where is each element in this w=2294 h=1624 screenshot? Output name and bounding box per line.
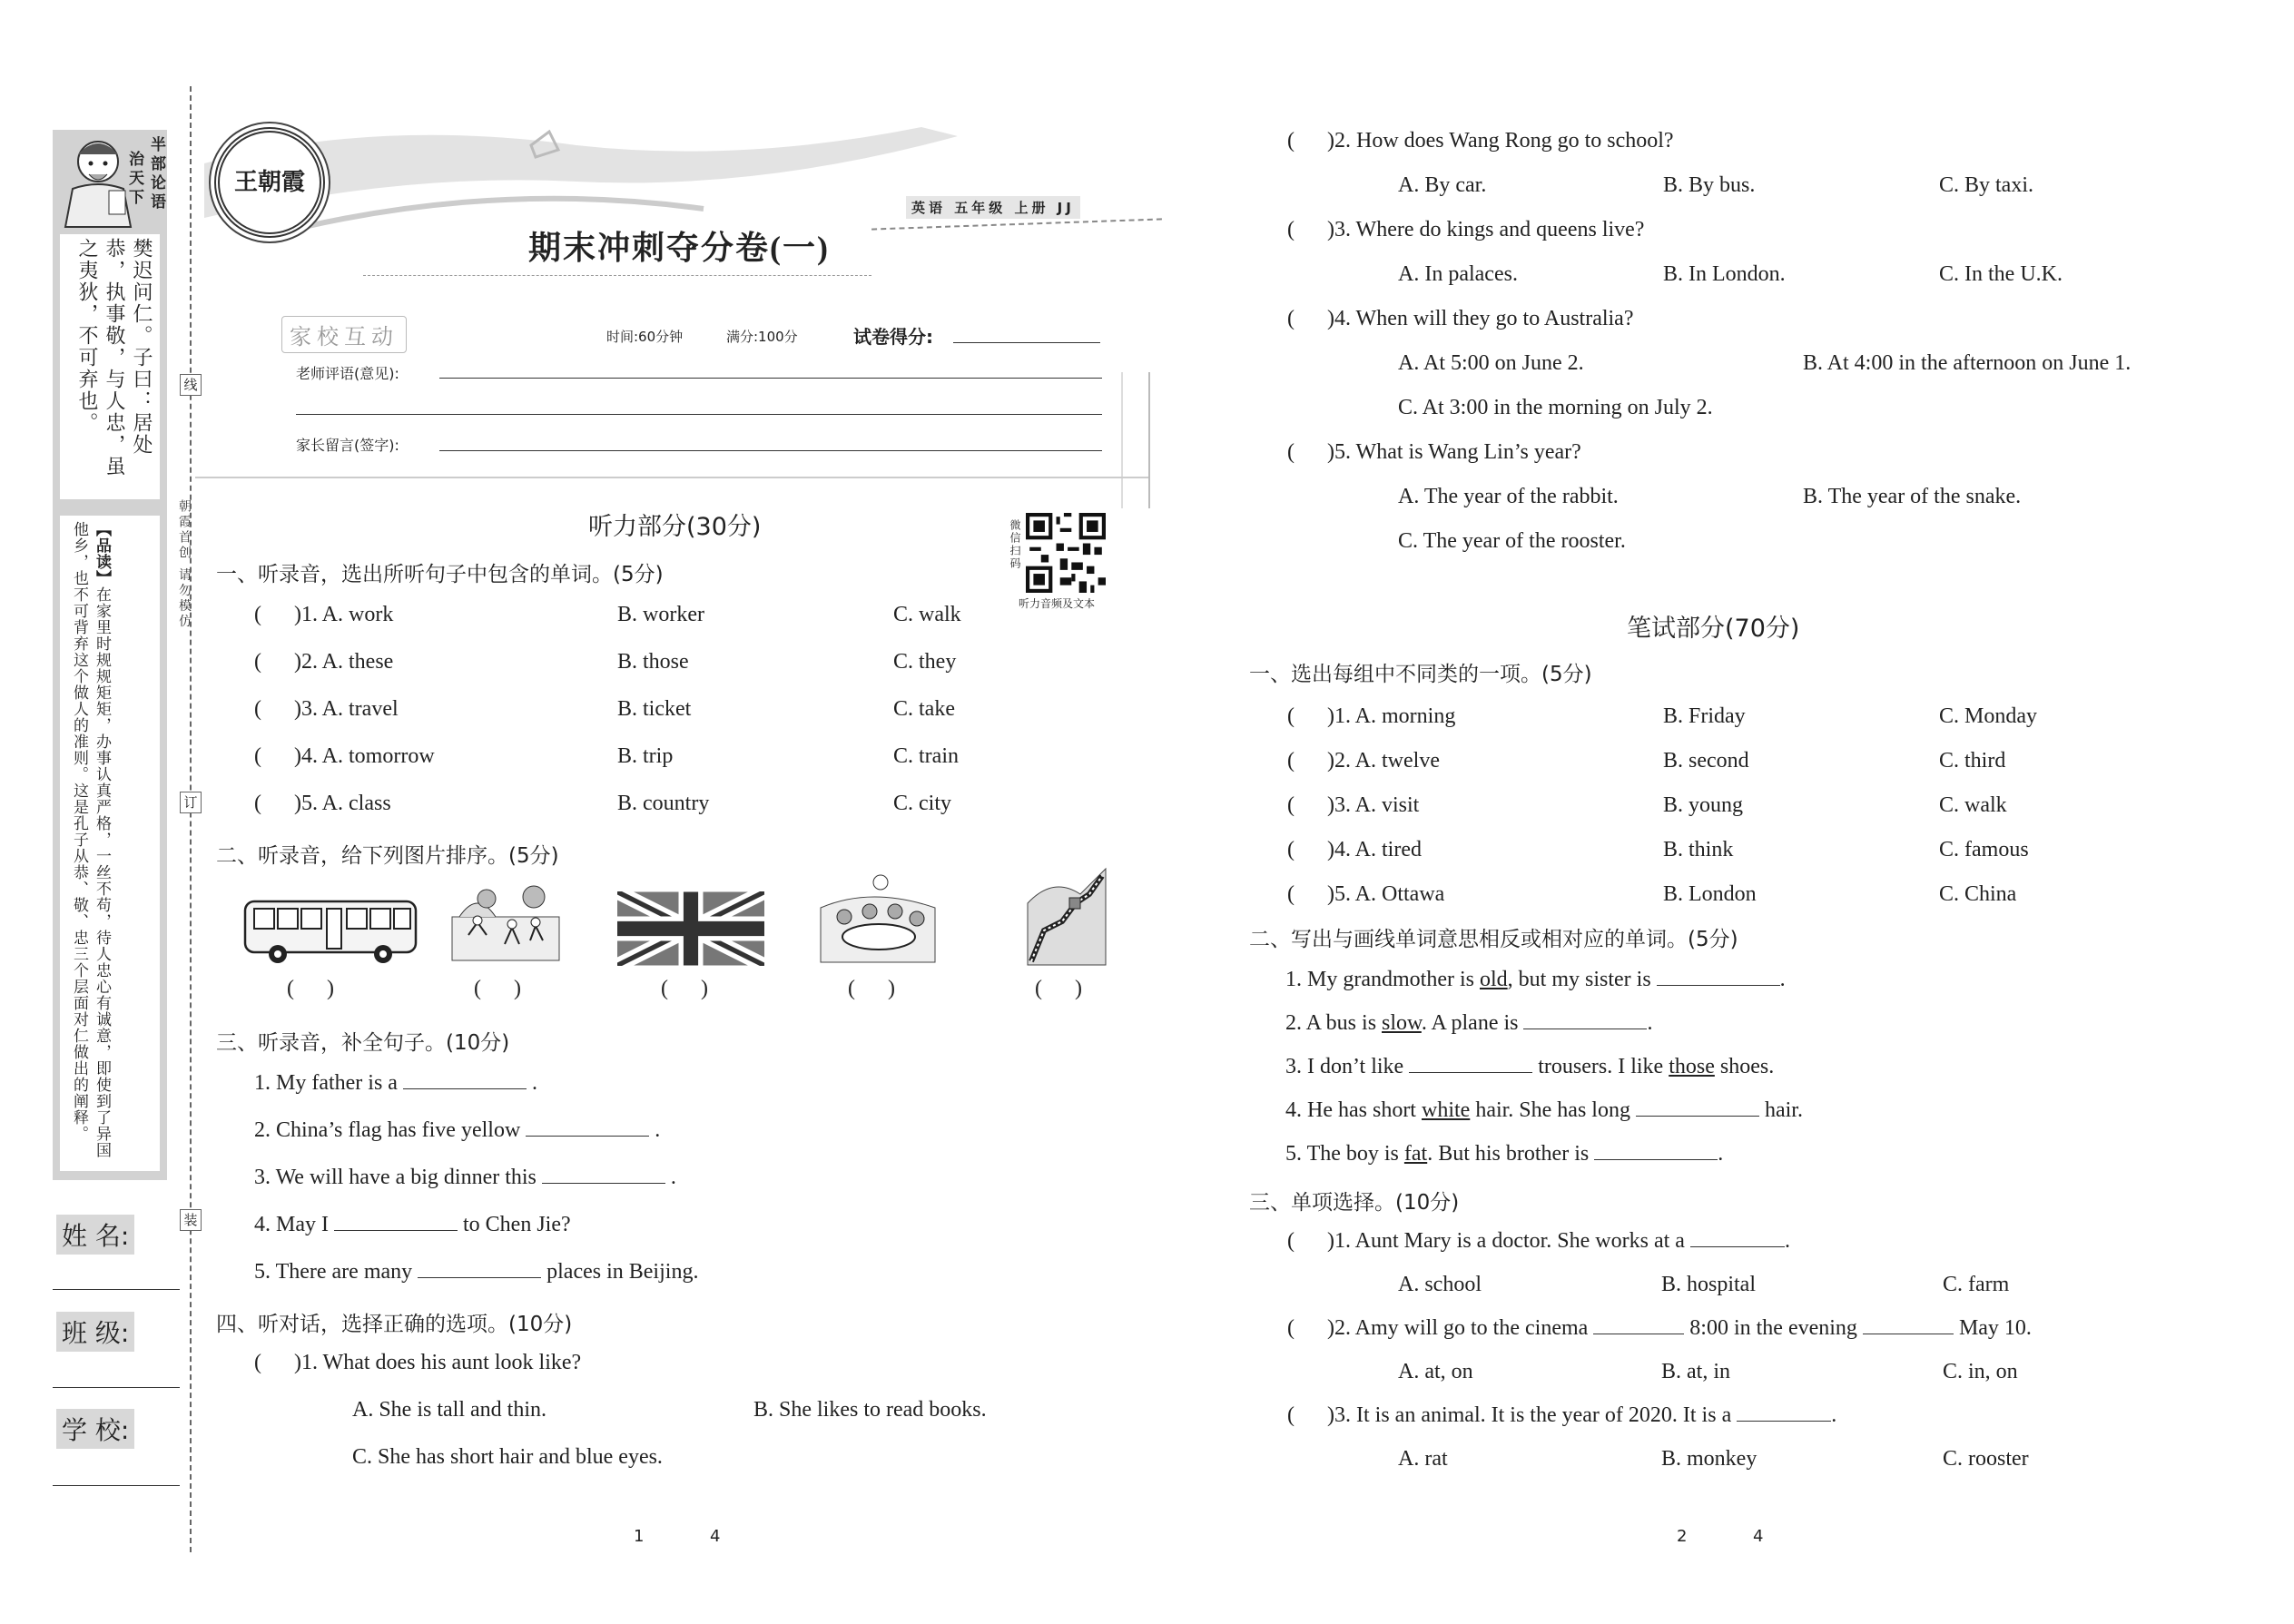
option-c: C. in, on (1943, 1360, 2018, 1383)
parent-msg-line[interactable] (439, 450, 1102, 451)
header-frame-bottom (195, 477, 1148, 478)
option-b: B. The year of the snake. (1803, 485, 2022, 508)
sentence-start: 2. China’s flag has five yellow (254, 1118, 521, 1142)
listening-title: 听力部分(30分) (588, 513, 762, 541)
page-number-right: 2 (1677, 1527, 1688, 1546)
question-text: 8:00 in the evening (1689, 1316, 1857, 1340)
underlined-word: those (1669, 1055, 1715, 1078)
teacher-comment-label: 老师评语(意见): (296, 365, 399, 382)
text: 5. The boy is (1285, 1142, 1404, 1166)
listening-s1-item (254, 650, 393, 674)
sentence-start: 4. May I (254, 1213, 329, 1236)
question-text: )2. A. twelve (1327, 749, 1440, 773)
header-frame-right (1121, 372, 1150, 508)
question-text: May 10. (1958, 1316, 2032, 1340)
writing-s1-title: 一、选出每组中不同类的一项。(5分) (1249, 663, 1592, 686)
listening-s4-q5 (1287, 440, 1581, 465)
uk-flag-picture (617, 891, 764, 966)
teacher-comment-line[interactable] (439, 378, 1102, 379)
question-text: )2. Amy will go to the cinema (1327, 1316, 1589, 1340)
option-c: C. famous (1939, 838, 2029, 861)
answer-blank[interactable] (1863, 1317, 1954, 1334)
sidebar-read-text (67, 521, 113, 1166)
answer-blank[interactable] (403, 1072, 527, 1089)
writing-s2-line-1: 1. My grandmother is old, but my sister is . (1285, 968, 1786, 991)
picture-paren-5[interactable]: ( ) (1035, 977, 1082, 1000)
text: hair. She has long (1470, 1098, 1630, 1122)
answer-paren[interactable]: ( (1287, 440, 1327, 464)
qr-caption: 听力音频及文本 (1019, 597, 1096, 610)
answer-paren[interactable]: ( (1287, 1229, 1327, 1253)
question-text: )1. A. work (294, 603, 394, 626)
option-c: C. walk (1939, 793, 2007, 817)
writing-s2-line-3 (1285, 1055, 1774, 1079)
option-b: B. In London. (1663, 262, 1786, 286)
writing-s3-q1: ( )1. Aunt Mary is a doctor. She works at a . (1287, 1229, 1790, 1253)
logo-badge (214, 127, 325, 238)
option-c: C. At 3:00 in the morning on July 2. (1398, 396, 1713, 419)
writing-title: 笔试部分(70分) (1627, 615, 1800, 643)
page-total-left: 4 (710, 1527, 721, 1546)
listening-s1-title: 一、听录音，选出所听句子中包含的单词。(5分) (216, 563, 664, 586)
page-number-left: 1 (634, 1527, 645, 1546)
sentence-end: places in Beijing. (546, 1260, 699, 1284)
option-a: A. By car. (1398, 173, 1487, 197)
teacher-comment-line-2[interactable] (296, 414, 1102, 415)
answer-paren[interactable]: ( (254, 1351, 294, 1374)
option-c: C. The year of the rooster. (1398, 529, 1626, 553)
text: 4. He has short (1285, 1098, 1422, 1122)
listening-s4-q1 (254, 1351, 581, 1375)
writing-s2-line-4 (1285, 1098, 1803, 1123)
question-text: )2. How does Wang Rong go to school? (1327, 129, 1674, 153)
question-text: )3. A. visit (1327, 793, 1420, 817)
answer-paren[interactable]: ( (1287, 1403, 1327, 1427)
listening-s3-item (254, 1166, 676, 1190)
option-a: A. The year of the rabbit. (1398, 485, 1619, 508)
answer-paren[interactable]: ( (1287, 129, 1327, 153)
option-b: B. trip (617, 744, 674, 768)
question-text: )4. A. tired (1327, 838, 1422, 861)
option-c: C. By taxi. (1939, 173, 2034, 197)
option-b: B. those (617, 650, 689, 674)
fold-mark-1: 线 (180, 374, 202, 396)
option-a: A. at, on (1398, 1360, 1473, 1383)
sentence-end: . (531, 1071, 537, 1095)
answer-blank[interactable] (418, 1261, 541, 1278)
option-c: C. China (1939, 882, 2017, 906)
sidebar-copyright: 朝霞首创 请勿模仿 (177, 499, 192, 630)
page-total-right: 4 (1753, 1527, 1764, 1546)
name-field[interactable] (53, 1289, 180, 1290)
full-score: 满分:100分 (726, 329, 798, 345)
option-a: A. school (1398, 1273, 1482, 1296)
sidebar-quote: 樊迟问仁。子曰：居处恭，执事敬，与人忠，虽之夷狄，不可弃也。 (75, 238, 153, 477)
answer-paren[interactable]: ( (254, 603, 294, 626)
option-b: B. worker (617, 603, 704, 626)
listening-s2-title: 二、听录音，给下列图片排序。(5分) (216, 844, 559, 868)
subject-tag: 英语 五年级 上册 JJ (906, 196, 1080, 219)
text: hair. (1764, 1098, 1803, 1122)
picture-paren-2[interactable]: ( ) (474, 977, 521, 1000)
option-c: C. farm (1943, 1273, 2010, 1296)
option-c: C. rooster (1943, 1447, 2029, 1471)
listening-s3-item (254, 1213, 571, 1237)
text: shoes. (1714, 1055, 1775, 1078)
bus-picture (241, 894, 421, 965)
listening-s4-q4 (1287, 307, 1634, 331)
listening-s1-item (254, 697, 399, 722)
listening-s1-item (254, 603, 393, 627)
writing-s1-item (1287, 793, 1419, 818)
answer-paren[interactable]: ( (1287, 704, 1327, 728)
text: 2. A bus is (1285, 1011, 1383, 1035)
writing-s3-q3: ( )3. It is an animal. It is the year of 2020. It is a . (1287, 1403, 1837, 1427)
answer-paren[interactable]: ( (1287, 1316, 1327, 1340)
writing-s1-item (1287, 882, 1444, 907)
answer-paren[interactable]: ( (1287, 218, 1327, 241)
listening-s4-title: 四、听对话，选择正确的选项。(10分) (216, 1313, 573, 1336)
question-text: )3. Where do kings and queens live? (1327, 218, 1645, 241)
answer-paren[interactable]: ( (254, 697, 294, 721)
text: . A plane is (1421, 1011, 1519, 1035)
qr-code-icon[interactable] (1026, 513, 1106, 593)
question-text: )1. Aunt Mary is a doctor. She works at a (1327, 1229, 1685, 1253)
sentence-end: to Chen Jie? (462, 1213, 571, 1236)
underlined-word: fat (1403, 1142, 1428, 1166)
sentence-start: 1. My father is a (254, 1071, 398, 1095)
option-c: C. they (893, 650, 957, 674)
title-underline (363, 275, 871, 276)
answer-paren[interactable]: ( (254, 650, 294, 674)
writing-s2-line-5: 5. The boy is fat. But his brother is . (1285, 1142, 1724, 1166)
fold-line (190, 86, 192, 1552)
option-c: C. In the U.K. (1939, 262, 2063, 286)
picture-paren-4[interactable]: ( ) (848, 977, 895, 1000)
listening-s3-item (254, 1071, 537, 1096)
answer-paren[interactable]: ( (1287, 307, 1327, 330)
option-b: B. at, in (1661, 1360, 1730, 1383)
home-school-badge: 家校互动 (281, 316, 407, 353)
answer-blank[interactable] (334, 1214, 458, 1231)
answer-blank[interactable] (542, 1166, 665, 1184)
answer-blank[interactable] (1594, 1143, 1718, 1160)
answer-blank[interactable] (1523, 1012, 1647, 1029)
question-text: )2. A. these (294, 650, 394, 674)
answer-paren[interactable]: ( (254, 792, 294, 815)
answer-paren[interactable]: ( (1287, 882, 1327, 906)
question-text: )3. It is an animal. It is the year of 2020. It is a (1327, 1403, 1732, 1427)
text: trousers. I like (1538, 1055, 1669, 1078)
dinner-picture (817, 871, 940, 966)
writing-s1-item (1287, 704, 1455, 729)
listening-s4-q1-a: A. She is tall and thin. (352, 1398, 546, 1422)
option-a: A. In palaces. (1398, 262, 1518, 286)
class-label: 班 级: (56, 1312, 134, 1352)
option-c: C. train (893, 744, 959, 768)
option-c: C. third (1939, 749, 2006, 773)
question-text: )5. What is Wang Lin’s year? (1327, 440, 1581, 464)
answer-paren[interactable]: ( (1287, 793, 1327, 817)
option-b: B. young (1663, 793, 1744, 817)
underlined-word: white (1421, 1098, 1471, 1122)
option-c: C. take (893, 697, 955, 721)
fold-mark-3: 装 (180, 1209, 202, 1231)
underlined-word: old (1479, 968, 1508, 991)
answer-blank[interactable] (1593, 1317, 1684, 1334)
option-c: C. Monday (1939, 704, 2037, 728)
writing-s3-q2 (1287, 1316, 2032, 1341)
option-b: B. hospital (1661, 1273, 1757, 1296)
sidebar-read-body: 在家里时规规矩矩，办事认真严格，一丝不苟，待人忠心有诚意，即使到了异国他乡，也不可背弃这个做人的准则。这是孔子从恭、敬、忠三个层面对仁做出的阐释。 (70, 521, 111, 1158)
option-b: B. second (1663, 749, 1749, 773)
question-text: )4. A. tomorrow (294, 744, 435, 768)
score-field[interactable] (953, 342, 1100, 343)
writing-s1-item (1287, 749, 1440, 773)
listening-s3-item (254, 1260, 698, 1284)
school-field[interactable] (53, 1485, 180, 1486)
question-text: )1. What does his aunt look like? (294, 1351, 582, 1374)
listening-s1-item (254, 744, 435, 769)
answer-blank[interactable] (1657, 969, 1780, 986)
text: 1. My grandmother is (1285, 968, 1480, 991)
question-text: )5. A. class (294, 792, 391, 815)
name-label: 姓 名: (56, 1215, 134, 1255)
option-b: B. monkey (1661, 1447, 1757, 1471)
picture-paren-1[interactable]: ( ) (287, 977, 334, 1000)
option-b: B. ticket (617, 697, 692, 721)
option-a: A. At 5:00 on June 2. (1398, 351, 1584, 375)
sidebar-slogan-2: 治天下 (125, 151, 143, 208)
answer-blank[interactable] (1690, 1230, 1785, 1247)
sidebar-slogan: 半部论语 (147, 136, 165, 212)
option-b: B. By bus. (1663, 173, 1756, 197)
great-wall-picture (1026, 867, 1108, 967)
writing-s1-item (1287, 838, 1422, 862)
sentence-end: . (670, 1166, 676, 1189)
question-text: )5. A. Ottawa (1327, 882, 1445, 906)
option-c: C. walk (893, 603, 961, 626)
exam-time: 时间:60分钟 (606, 329, 684, 345)
answer-blank[interactable] (1409, 1056, 1532, 1073)
option-b: B. Friday (1663, 704, 1746, 728)
answer-blank[interactable] (1636, 1099, 1759, 1117)
listening-s4-q1-b: B. She likes to read books. (753, 1398, 987, 1422)
option-b: B. At 4:00 in the afternoon on June 1. (1803, 351, 2132, 375)
underlined-word: slow (1382, 1011, 1422, 1035)
option-c: C. city (893, 792, 951, 815)
listening-s4-q3 (1287, 218, 1644, 242)
farm-picture (450, 881, 561, 964)
sentence-start: 5. There are many (254, 1260, 413, 1284)
answer-paren[interactable]: ( (254, 744, 294, 768)
page-title: 期末冲刺夺分卷(一) (528, 230, 830, 266)
answer-paren[interactable]: ( (1287, 749, 1327, 773)
listening-s1-item (254, 792, 391, 816)
answer-paren[interactable]: ( (1287, 838, 1327, 861)
parent-msg-label: 家长留言(签字): (296, 437, 399, 454)
text: 3. I don’t like (1285, 1055, 1404, 1078)
text: , but my sister is (1507, 968, 1651, 991)
answer-blank[interactable] (1737, 1404, 1831, 1422)
sidebar-read-label: 【品读】 (93, 521, 111, 586)
listening-s3-item (254, 1118, 660, 1143)
writing-s3-title: 三、单项选择。(10分) (1249, 1191, 1460, 1215)
listening-s3-title: 三、听录音，补全句子。(10分) (216, 1031, 510, 1055)
score-label: 试卷得分: (853, 326, 933, 348)
listening-s4-q2 (1287, 129, 1674, 153)
question-text: )1. A. morning (1327, 704, 1456, 728)
question-text: )4. When will they go to Australia? (1327, 307, 1634, 330)
sentence-end: . (655, 1118, 661, 1142)
option-b: B. country (617, 792, 710, 815)
text: . But his brother is (1427, 1142, 1590, 1166)
school-label: 学 校: (56, 1409, 134, 1449)
writing-s2-title: 二、写出与画线单词意思相反或相对应的单词。(5分) (1249, 928, 1738, 951)
qr-side-label: 微信扫码 (1009, 519, 1021, 570)
logo-text: 王朝霞 (233, 169, 305, 195)
writing-s2-line-2: 2. A bus is slow. A plane is . (1285, 1011, 1653, 1035)
option-b: B. think (1663, 838, 1734, 861)
class-field[interactable] (53, 1387, 180, 1388)
sentence-start: 3. We will have a big dinner this (254, 1166, 537, 1189)
option-a: A. rat (1398, 1447, 1448, 1471)
question-text: )3. A. travel (294, 697, 399, 721)
fold-mark-2: 订 (180, 792, 202, 813)
picture-paren-3[interactable]: ( ) (661, 977, 708, 1000)
answer-blank[interactable] (526, 1119, 649, 1137)
option-b: B. London (1663, 882, 1757, 906)
listening-s4-q1-c: C. She has short hair and blue eyes. (352, 1445, 663, 1469)
